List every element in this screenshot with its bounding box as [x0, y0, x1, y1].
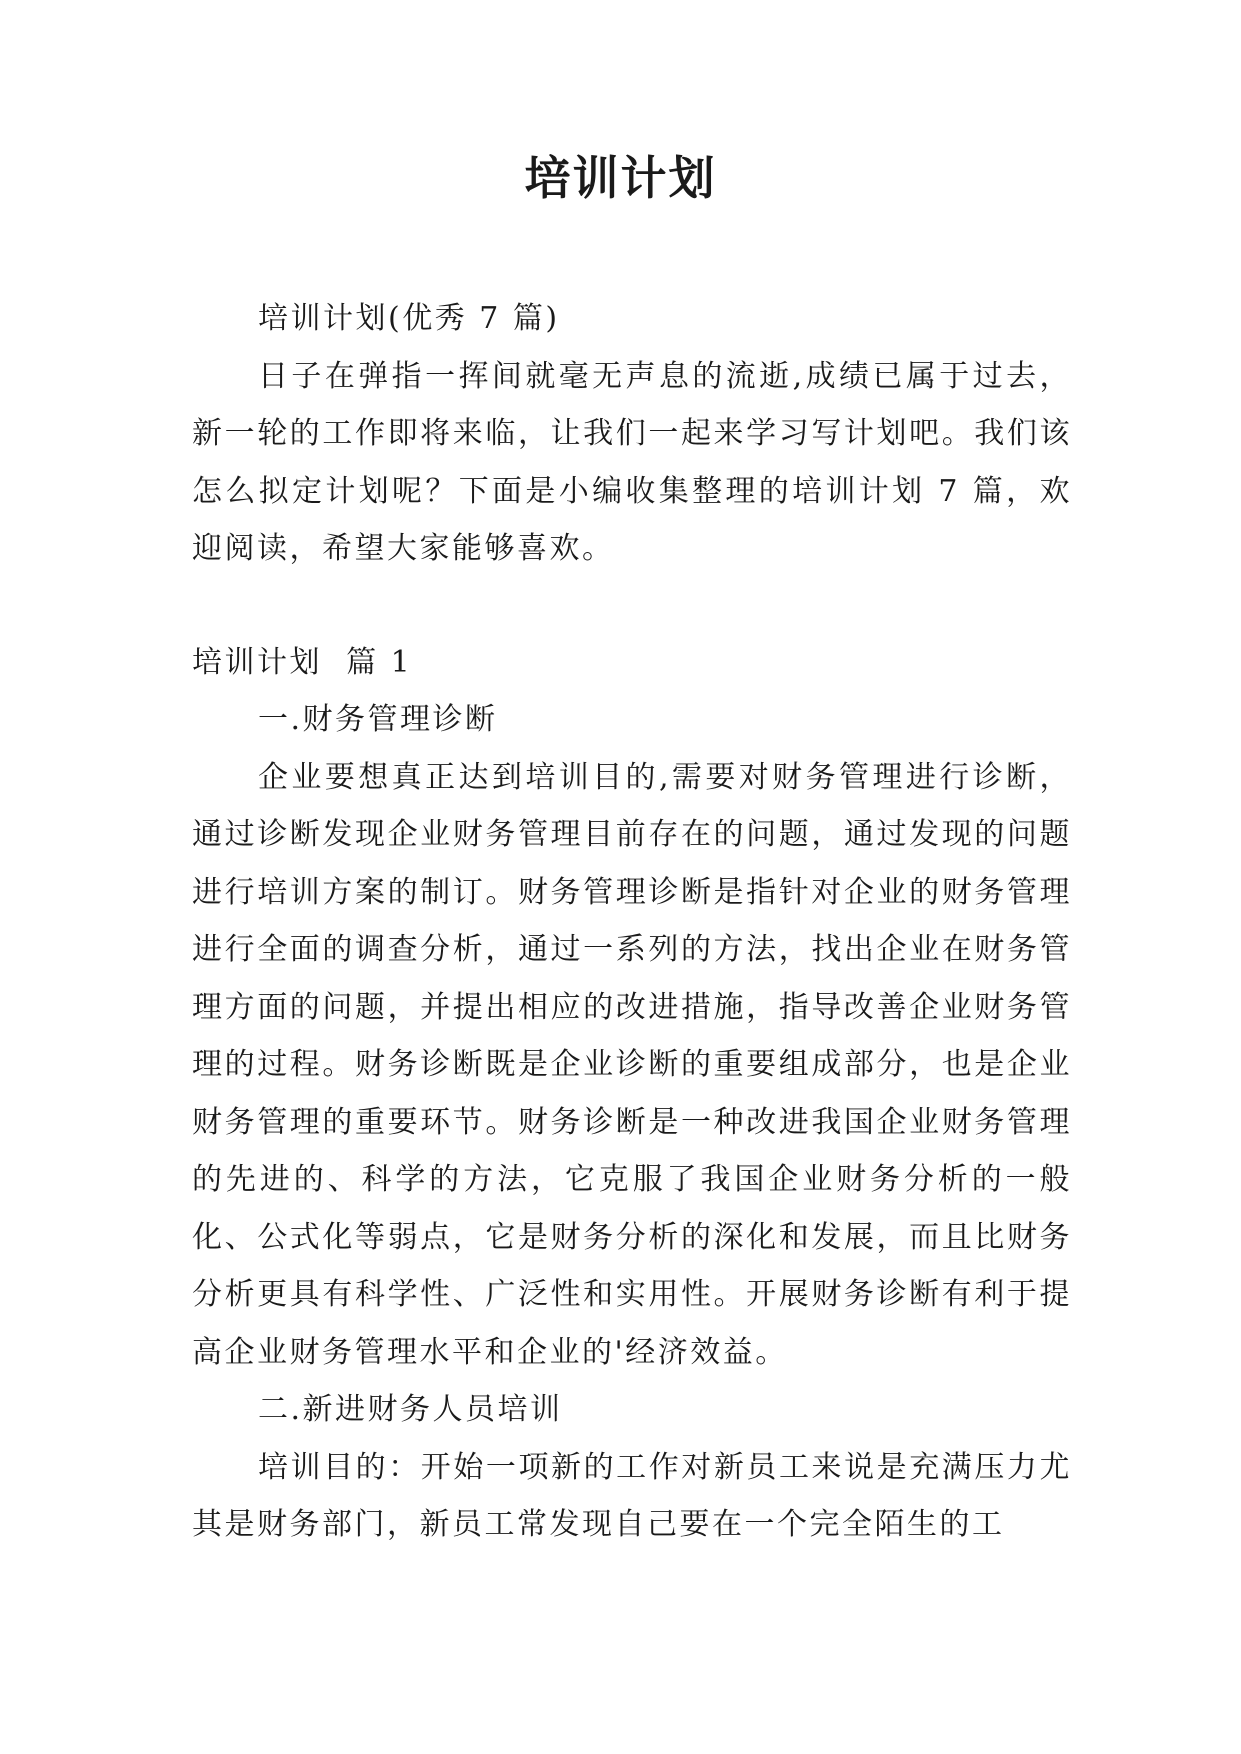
document-subtitle: 培训计划(优秀 7 篇)	[258, 301, 560, 336]
intro-paragraph: 日子在弹指一挥间就毫无声息的流逝,成绩已属于过去，新一轮的工作即将来临，让我们一起来学习写计划吧。我们该怎么拟定计划呢？下面是小编收集整理的培训计划 7 篇，欢迎阅读，希望大家能够喜欢。	[192, 358, 1072, 566]
part2-heading: 二.新进财务人员培训	[258, 1392, 563, 1427]
part1-heading: 一.财务管理诊断	[258, 702, 498, 737]
document-body	[192, 290, 1072, 1554]
section-heading: 培训计划 篇 1	[192, 644, 413, 680]
part1-paragraph: 企业要想真正达到培训目的,需要对财务管理进行诊断，通过诊断发现企业财务管理目前存在的问题，通过发现的问题进行培训方案的制订。财务管理诊断是指针对企业的财务管理进行全面的调查分析，通过一系列的方法，找出企业在财务管理方面的问题，并提出相应的改进措施，指导改善企业财务管理的过程。财务诊断既是企业诊断的重要组成部分，也是企业财务管理的重要环节。财务诊断是一种改进我国企业财务管理的先进的、科学的方法，它克服了我国企业财务分析的一般化、公式化等弱点，它是财务分析的深化和发展，而且比财务分析更具有科学性、广泛性和实用性。开展财务诊断有利于提高企业财务管理水平和企业的'经济效益。	[192, 759, 1072, 1370]
document-title: 培训计划	[524, 151, 717, 205]
part2-paragraph: 培训目的：开始一项新的工作对新员工来说是充满压力尤其是财务部门，新员工常发现自己要在一个完全陌生的工	[192, 1449, 1072, 1542]
